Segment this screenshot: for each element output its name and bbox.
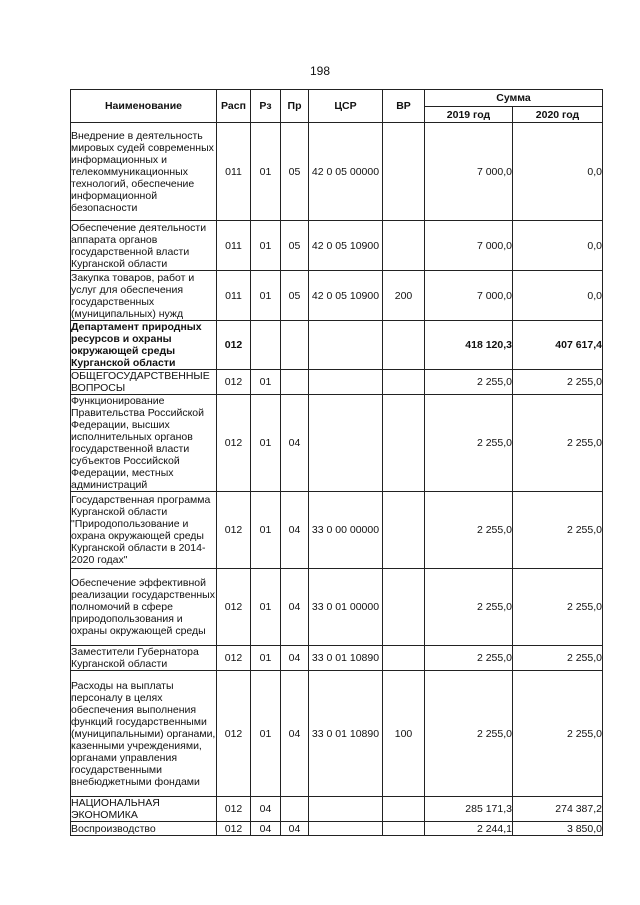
cell-rasp: 012 <box>217 671 251 797</box>
cell-name: Внедрение в деятельность мировых судей современных информационных и телекоммуникационных технологий, обеспечение информационной безопасности <box>71 123 217 221</box>
cell-vr <box>383 221 425 271</box>
cell-vr <box>383 370 425 395</box>
cell-name: Государственная программа Курганской области "Природопользование и охрана окружающей среды Курганской области в 2014-2020 годах" <box>71 492 217 569</box>
cell-rz <box>251 321 281 370</box>
cell-rz: 01 <box>251 271 281 321</box>
table-row <box>71 822 603 836</box>
header-rasp: Расп <box>217 90 251 123</box>
cell-pr: 04 <box>281 569 309 646</box>
cell-name: Закупка товаров, работ и услуг для обеспечения государственных (муниципальных) нужд <box>71 271 217 321</box>
cell-csr <box>309 321 383 370</box>
cell-vr: 200 <box>383 271 425 321</box>
cell-rasp: 012 <box>217 395 251 492</box>
cell-pr: 05 <box>281 123 309 221</box>
cell-name: Департамент природных ресурсов и охраны окружающей среды Курганской области <box>71 321 217 370</box>
cell-2020: 2 255,0 <box>513 492 603 569</box>
cell-rasp: 012 <box>217 569 251 646</box>
cell-pr: 04 <box>281 395 309 492</box>
cell-vr <box>383 395 425 492</box>
cell-2020: 2 255,0 <box>513 671 603 797</box>
cell-name: Воспроизводство <box>71 822 217 836</box>
cell-rz: 01 <box>251 221 281 271</box>
table-row <box>71 569 603 646</box>
cell-2020: 3 850,0 <box>513 822 603 836</box>
cell-2019: 2 255,0 <box>425 671 513 797</box>
cell-pr: 04 <box>281 822 309 836</box>
cell-pr: 05 <box>281 221 309 271</box>
cell-rz: 04 <box>251 822 281 836</box>
header-year-2019: 2019 год <box>425 107 513 123</box>
cell-csr <box>309 822 383 836</box>
cell-rz: 01 <box>251 646 281 671</box>
cell-rasp: 011 <box>217 271 251 321</box>
cell-vr <box>383 822 425 836</box>
table-row <box>71 646 603 671</box>
cell-name: Обеспечение эффективной реализации государственных полномочий в сфере природопользования и охраны окружающей среды <box>71 569 217 646</box>
cell-name: Расходы на выплаты персоналу в целях обеспечения выполнения функций государственными (муниципальными) органами, казенными учреждениями, органами управления государственными внебюджетными фондами <box>71 671 217 797</box>
cell-2019: 285 171,3 <box>425 797 513 822</box>
table-body <box>71 123 603 836</box>
table-row <box>71 321 603 370</box>
header-pr: Пр <box>281 90 309 123</box>
table-row <box>71 221 603 271</box>
cell-pr: 04 <box>281 646 309 671</box>
cell-2020: 2 255,0 <box>513 395 603 492</box>
cell-name: ОБЩЕГОСУДАРСТВЕННЫЕ ВОПРОСЫ <box>71 370 217 395</box>
header-csr: ЦСР <box>309 90 383 123</box>
cell-rasp: 012 <box>217 797 251 822</box>
cell-2020: 0,0 <box>513 123 603 221</box>
cell-2020: 2 255,0 <box>513 370 603 395</box>
cell-csr: 33 0 00 00000 <box>309 492 383 569</box>
cell-2019: 7 000,0 <box>425 271 513 321</box>
cell-name: НАЦИОНАЛЬНАЯ ЭКОНОМИКА <box>71 797 217 822</box>
cell-rz: 01 <box>251 569 281 646</box>
cell-vr <box>383 797 425 822</box>
table-row <box>71 395 603 492</box>
cell-name: Обеспечение деятельности аппарата органов государственной власти Курганской области <box>71 221 217 271</box>
cell-2020: 274 387,2 <box>513 797 603 822</box>
cell-vr <box>383 123 425 221</box>
cell-2020: 0,0 <box>513 221 603 271</box>
table-row <box>71 797 603 822</box>
cell-2020: 407 617,4 <box>513 321 603 370</box>
cell-csr: 42 0 05 00000 <box>309 123 383 221</box>
cell-2019: 418 120,3 <box>425 321 513 370</box>
cell-pr <box>281 370 309 395</box>
cell-2019: 7 000,0 <box>425 123 513 221</box>
cell-rasp: 012 <box>217 646 251 671</box>
cell-rasp: 012 <box>217 822 251 836</box>
cell-rz: 01 <box>251 395 281 492</box>
cell-rasp: 012 <box>217 321 251 370</box>
cell-rz: 01 <box>251 123 281 221</box>
cell-rz: 01 <box>251 370 281 395</box>
table-row <box>71 671 603 797</box>
cell-rasp: 012 <box>217 492 251 569</box>
cell-2019: 2 255,0 <box>425 395 513 492</box>
cell-vr <box>383 321 425 370</box>
cell-vr: 100 <box>383 671 425 797</box>
cell-2019: 2 255,0 <box>425 370 513 395</box>
cell-pr: 05 <box>281 271 309 321</box>
cell-csr <box>309 797 383 822</box>
header-rz: Рз <box>251 90 281 123</box>
cell-vr <box>383 492 425 569</box>
cell-pr <box>281 321 309 370</box>
cell-name: Функционирование Правительства Российской Федерации, высших исполнительных органов государственной власти субъектов Российской Федерации, местных администраций <box>71 395 217 492</box>
cell-2020: 0,0 <box>513 271 603 321</box>
cell-2019: 2 255,0 <box>425 569 513 646</box>
page-number: 198 <box>309 64 331 78</box>
header-year-2020: 2020 год <box>513 107 603 123</box>
cell-vr <box>383 569 425 646</box>
cell-csr <box>309 370 383 395</box>
cell-rasp: 012 <box>217 370 251 395</box>
cell-csr: 42 0 05 10900 <box>309 221 383 271</box>
cell-csr: 33 0 01 00000 <box>309 569 383 646</box>
table-row <box>71 492 603 569</box>
table-row <box>71 370 603 395</box>
cell-rasp: 011 <box>217 221 251 271</box>
header-row-1 <box>71 90 603 107</box>
table-row <box>71 123 603 221</box>
header-name: Наименование <box>71 90 217 123</box>
cell-2019: 7 000,0 <box>425 221 513 271</box>
cell-rz: 04 <box>251 797 281 822</box>
header-vr: ВР <box>383 90 425 123</box>
cell-2020: 2 255,0 <box>513 646 603 671</box>
cell-csr <box>309 395 383 492</box>
cell-rz: 01 <box>251 671 281 797</box>
table-row <box>71 271 603 321</box>
cell-pr <box>281 797 309 822</box>
cell-2019: 2 244,1 <box>425 822 513 836</box>
cell-rasp: 011 <box>217 123 251 221</box>
cell-csr: 33 0 01 10890 <box>309 646 383 671</box>
cell-csr: 33 0 01 10890 <box>309 671 383 797</box>
cell-csr: 42 0 05 10900 <box>309 271 383 321</box>
cell-pr: 04 <box>281 671 309 797</box>
cell-pr: 04 <box>281 492 309 569</box>
cell-2019: 2 255,0 <box>425 492 513 569</box>
cell-2020: 2 255,0 <box>513 569 603 646</box>
header-summa: Сумма <box>425 90 603 107</box>
cell-2019: 2 255,0 <box>425 646 513 671</box>
cell-rz: 01 <box>251 492 281 569</box>
cell-name: Заместители Губернатора Курганской области <box>71 646 217 671</box>
cell-vr <box>383 646 425 671</box>
budget-table <box>70 89 603 836</box>
